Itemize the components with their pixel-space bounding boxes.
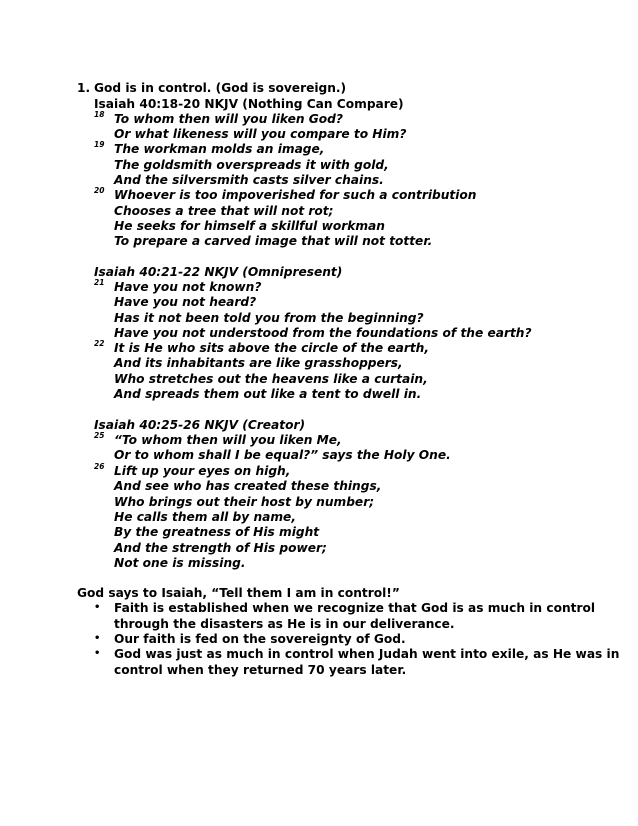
verse-line: Who brings out their host by number; [114,495,375,509]
point-number: 1. [77,81,91,95]
verse-line: It is He who sits above the circle of the earth, [114,341,429,355]
passage-reference: Isaiah 40:25-26 NKJV (Creator) [94,418,306,432]
verse-line: Have you not known? [114,280,262,294]
verse-line: And the strength of His power; [114,541,327,555]
verse-line: Not one is missing. [114,556,246,570]
verse-line: Who stretches out the heavens like a curtain, [114,372,428,386]
verse-line: And its inhabitants are like grasshoppers, [114,356,403,370]
verse-line: To whom then will you liken God? [114,112,343,126]
passage-reference: Isaiah 40:21-22 NKJV (Omnipresent) [94,265,343,279]
summary-statement: God says to Isaiah, “Tell them I am in control!” [77,586,400,600]
verse-line: Or what likeness will you compare to Him? [114,127,407,141]
verse-line: Have you not understood from the foundations of the earth? [114,326,532,340]
verse-line: And see who has created these things, [114,479,382,493]
verse-line: He calls them all by name, [114,510,296,524]
verse-line: Lift up your eyes on high, [114,464,291,478]
verse-line: The goldsmith overspreads it with gold, [114,158,389,172]
verse-line: Whoever is too impoverished for such a contribution [114,188,477,202]
verse-line: And the silversmith casts silver chains. [114,173,384,187]
point-heading: God is in control. (God is sovereign.) [94,81,347,95]
verse-number: 22 [94,339,105,348]
verse-line: “To whom then will you liken Me, [114,433,342,447]
bullet-text: Faith is established when we recognize that God is as much in control [114,601,596,615]
verse-line: The workman molds an image, [114,142,325,156]
verse-number: 19 [94,140,105,149]
verse-line: To prepare a carved image that will not totter. [114,234,433,248]
bullet-marker: • [94,648,101,659]
bullet-text: through the disasters as He is in our deliverance. [114,617,455,631]
verse-line: By the greatness of His might [114,525,320,539]
verse-line: He seeks for himself a skillful workman [114,219,385,233]
bullet-marker: • [94,602,101,613]
bullet-marker: • [94,633,101,644]
verse-number: 25 [94,431,105,440]
verse-line: Chooses a tree that will not rot; [114,204,334,218]
bullet-text: Our faith is fed on the sovereignty of God. [114,632,406,646]
verse-number: 21 [94,278,105,287]
passage-reference: Isaiah 40:18-20 NKJV (Nothing Can Compare) [94,97,404,111]
verse-line: Or to whom shall I be equal?” says the Holy One. [114,448,451,462]
verse-number: 20 [94,186,105,195]
bullet-text: control when they returned 70 years later. [114,663,407,677]
verse-line: Has it not been told you from the beginning? [114,311,424,325]
bullet-text: God was just as much in control when Judah went into exile, as He was in [114,647,620,661]
verse-number: 26 [94,462,105,471]
verse-line: Have you not heard? [114,295,257,309]
verse-number: 18 [94,110,105,119]
verse-line: And spreads them out like a tent to dwell in. [114,387,422,401]
